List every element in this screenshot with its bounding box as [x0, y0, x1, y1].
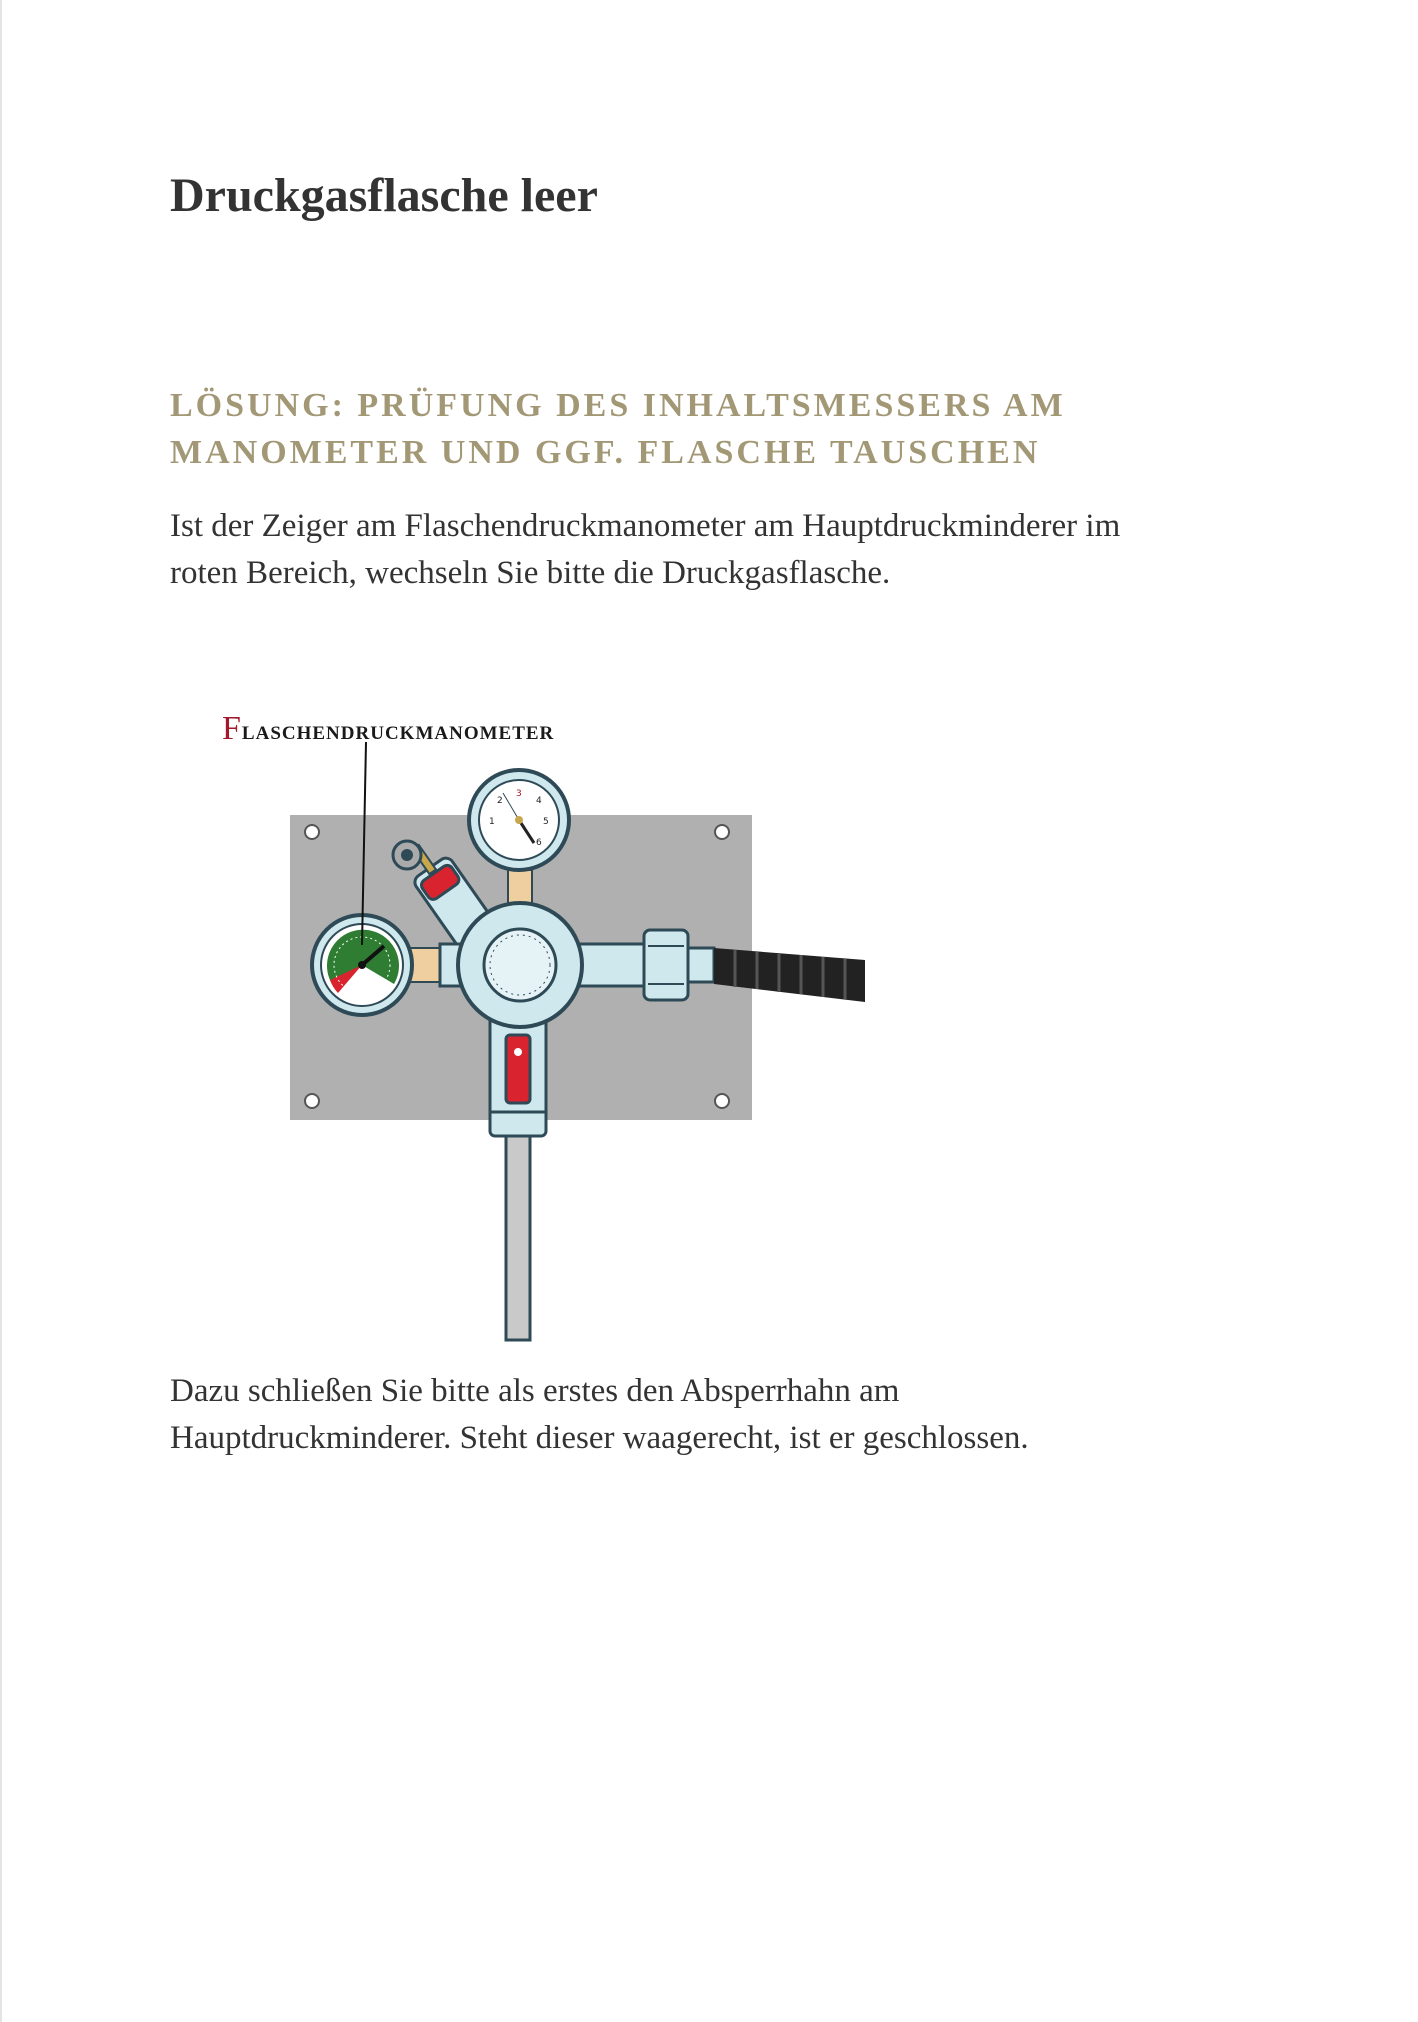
pressure-regulator-illustration — [200, 700, 900, 1350]
page-border — [0, 0, 2, 2022]
working-pressure-gauge — [469, 770, 569, 870]
screw-bottom-left — [305, 1094, 319, 1108]
solution-heading — [170, 382, 1170, 476]
solution-heading-line-2: MANOMETER UND GGF. FLASCHE TAUSCHEN — [170, 434, 1041, 471]
callout-rest: laschendruckmanometer — [241, 715, 555, 745]
gauge-label-4: 4 — [536, 796, 542, 806]
shutoff-valve-handle — [506, 1035, 530, 1103]
outlet-pipe — [506, 1130, 530, 1340]
instruction-paragraph-2 — [170, 1368, 1250, 1462]
gauge-label-2: 2 — [497, 796, 503, 806]
page-title: Druckgasflasche leer — [170, 169, 598, 222]
paragraph-2-line-2: Hauptdruckminderer. Steht dieser waagerecht, ist er geschlossen. — [170, 1420, 1029, 1456]
gauge-label-3: 3 — [516, 789, 522, 799]
instruction-paragraph-1 — [170, 503, 1250, 597]
screw-top-right — [715, 825, 729, 839]
shutoff-valve-pin — [514, 1048, 522, 1056]
hose-fitting — [688, 948, 714, 982]
gauge-label-5: 5 — [543, 817, 549, 827]
screw-top-left — [305, 825, 319, 839]
hose-nut — [644, 930, 688, 1000]
screw-bottom-right — [715, 1094, 729, 1108]
paragraph-1-line-2: roten Bereich, wechseln Sie bitte die Druckgasflasche. — [170, 555, 891, 591]
paragraph-2-line-1: Dazu schließen Sie bitte als erstes den Absperrhahn am — [170, 1373, 900, 1409]
regulator-dial — [484, 929, 556, 1001]
gauge-label-6: 6 — [536, 838, 542, 848]
gauge-label-1: 1 — [489, 817, 495, 827]
solution-heading-line-1: LÖSUNG: PRÜFUNG DES INHALTSMESSERS AM — [170, 387, 1066, 424]
paragraph-1-line-1: Ist der Zeiger am Flaschendruckmanometer am Hauptdruckminderer im — [170, 508, 1121, 544]
callout-initial: F — [222, 710, 242, 747]
